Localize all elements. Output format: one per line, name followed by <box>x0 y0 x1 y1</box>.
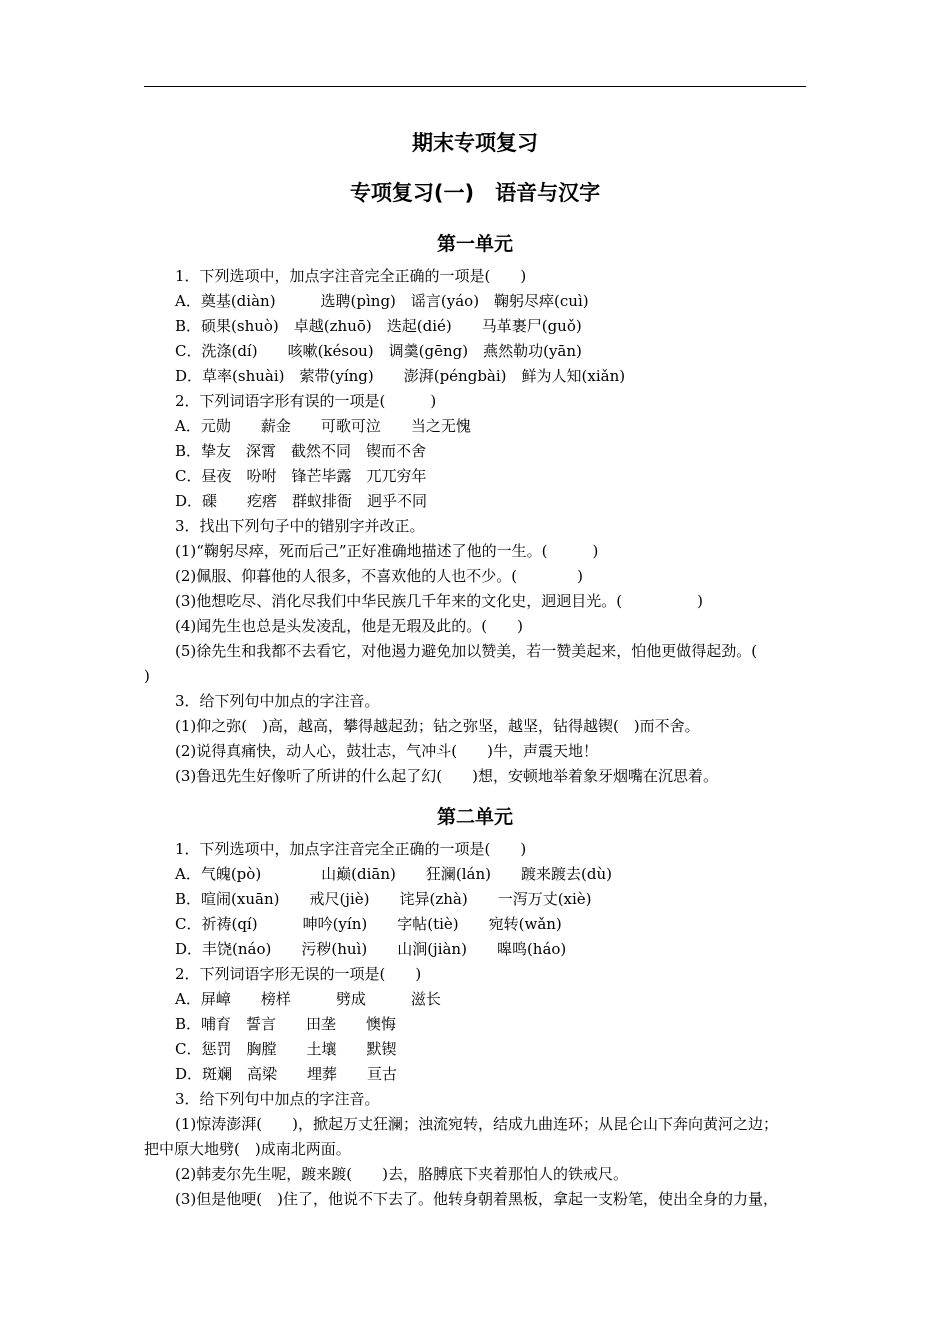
question-line: 2．下列词语字形无误的一项是( ) <box>175 965 422 983</box>
question-line: 2．下列词语字形有误的一项是( ) <box>175 392 437 410</box>
unit-heading-2: 第二单元 <box>436 806 513 828</box>
option-line: B．哺育 誓言 田垄 懊悔 <box>175 1015 397 1033</box>
option-line: A．元勋 薪金 可歌可泣 当之无愧 <box>175 417 471 435</box>
sentence-line: ) <box>144 667 150 685</box>
question-line: 1．下列选项中，加点字注音完全正确的一项是( ) <box>175 840 527 858</box>
sentence-line: (1)仰之弥( )高，越高，攀得越起劲；钻之弥坚，越坚，钻得越锲( )而不舍。 <box>175 717 700 735</box>
option-line: C．昼夜 吩咐 锋芒毕露 兀兀穷年 <box>175 467 427 485</box>
sentence-line: (3)鲁迅先生好像听了所讲的什么起了幻( )想，安顿地举着象牙烟嘴在沉思着。 <box>175 767 718 785</box>
option-line: D．丰饶(náo) 污秽(huì) 山涧(jiàn) 嗥鸣(háo) <box>175 940 567 958</box>
option-line: A．奠基(diàn) 选聘(pìng) 谣言(yáo) 鞠躬尽瘁(cuì) <box>175 292 589 310</box>
sentence-line: (2)韩麦尔先生呢，踱来踱( )去，胳膊底下夹着那怕人的铁戒尺。 <box>175 1165 628 1183</box>
option-line: B．挚友 深霄 截然不同 锲而不舍 <box>175 442 427 460</box>
option-line: C．洗涤(dí) 咳嗽(késou) 调羹(gēng) 燕然勒功(yān) <box>175 342 582 360</box>
sentence-line: (3)他想吃尽、消化尽我们中华民族几千年来的文化史，迥迥目光。( ) <box>175 592 703 610</box>
option-line: D．草率(shuài) 萦带(yíng) 澎湃(péngbài) 鲜为人知(xiǎn) <box>175 367 626 385</box>
option-line: A．屏嶂 榜样 劈成 滋长 <box>175 990 441 1008</box>
sentence-line: (5)徐先生和我都不去看它，对他遏力避免加以赞美，若一赞美起来，怕他更做得起劲。( <box>175 642 758 660</box>
question-line: 3．找出下列句子中的错别字并改正。 <box>175 517 425 535</box>
option-line: B．喧闹(xuān) 戒尺(jiè) 诧异(zhà) 一泻万丈(xiè) <box>175 890 592 908</box>
sentence-line: (3)但是他哽( )住了，他说不下去了。他转身朝着黑板，拿起一支粉笔，使出全身的力量， <box>175 1190 778 1208</box>
page-subtitle: 专项复习(一) 语音与汉字 <box>349 181 601 205</box>
unit-heading-1: 第一单元 <box>436 233 513 255</box>
question-line: 3．给下列句中加点的字注音。 <box>175 692 380 710</box>
question-line: 3．给下列句中加点的字注音。 <box>175 1090 380 1108</box>
option-line: C．祈祷(qí) 呻吟(yín) 字帖(tiè) 宛转(wǎn) <box>175 915 562 933</box>
sentence-line: (2)佩服、仰暮他的人很多，不喜欢他的人也不少。( ) <box>175 567 583 585</box>
sentence-line: (1)惊涛澎湃( )，掀起万丈狂澜；浊流宛转，结成九曲连环；从昆仑山下奔向黄河之边； <box>175 1115 778 1133</box>
option-line: B．硕果(shuò) 卓越(zhuō) 迭起(dié) 马革裹尸(guǒ) <box>175 317 582 335</box>
sentence-line: (1)“鞠躬尽瘁，死而后己”正好准确地描述了他的一生。( ) <box>175 542 599 560</box>
page-title: 期末专项复习 <box>412 131 538 155</box>
option-line: A．气魄(pò) 山巅(diān) 狂澜(lán) 踱来踱去(dù) <box>175 865 612 883</box>
option-line: C．惩罚 胸膛 土壤 默锲 <box>175 1040 397 1058</box>
sentence-line: (4)闻先生也总是头发凌乱，他是无瑕及此的。( ) <box>175 617 523 635</box>
header-rule <box>144 86 806 87</box>
option-line: D．磲 疙瘩 群蚁排衙 迥乎不同 <box>175 492 428 510</box>
question-line: 1．下列选项中，加点字注音完全正确的一项是( ) <box>175 267 527 285</box>
option-line: D．斑斓 高梁 埋葬 亘古 <box>175 1065 398 1083</box>
sentence-line: (2)说得真痛快，动人心，鼓壮志，气冲斗( )牛，声震天地！ <box>175 742 598 760</box>
sentence-line: 把中原大地劈( )成南北两面。 <box>144 1140 351 1158</box>
